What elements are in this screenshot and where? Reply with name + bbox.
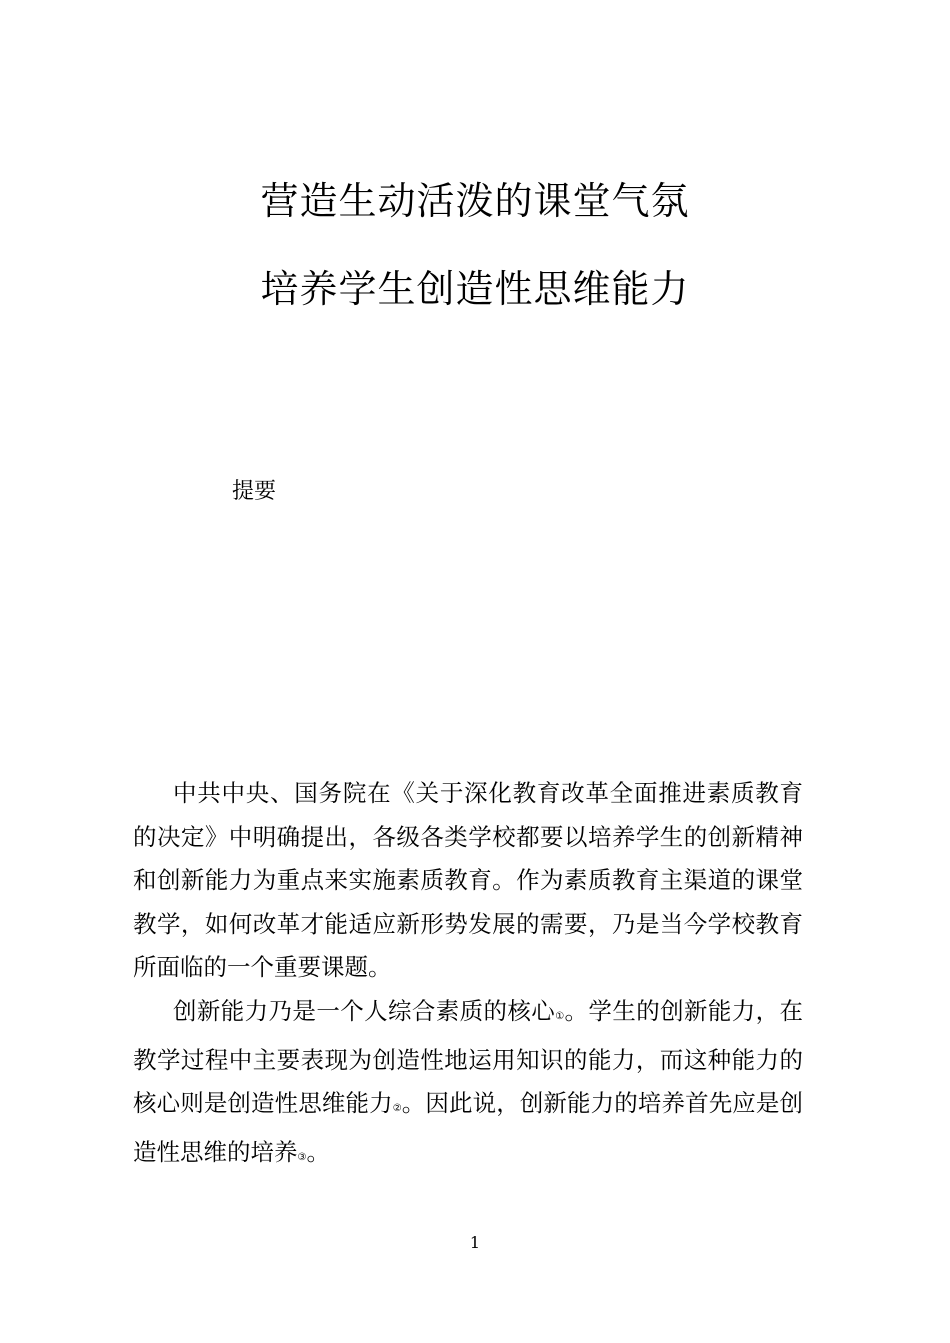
title-line-2: 培养学生创造性思维能力 [260, 267, 690, 311]
p2-text-c: 。因此说，创新能力的培养首先应是创造性思维的培养 [133, 1089, 804, 1166]
body-paragraph-2 [133, 990, 803, 1179]
footnote-ref-2[interactable]: ② [392, 1103, 402, 1115]
p2-text-d: 。 [306, 1137, 330, 1166]
p2-text-b: 。学生的创新能力，在教学过程中主要表现为创造性地运用知识的能力，而这种能力的核心则是创造性思维能力 [133, 997, 804, 1118]
body-paragraph-1: 中共中央、国务院在《关于深化教育改革全面推进素质教育的决定》中明确提出，各级各类学校都要以培养学生的创新精神和创新能力为重点来实施素质教育。作为素质教育主渠道的课堂教学，如何改革才能适应新形势发展的需要，乃是当今学校教育所面临的一个重要课题。 [133, 779, 803, 982]
page-number: 1 [469, 1233, 481, 1252]
abstract-label: 提要 [232, 479, 277, 504]
footnote-ref-1[interactable]: ① [555, 1011, 565, 1022]
title-line-1: 营造生动活泼的课堂气氛 [260, 179, 690, 223]
footnote-ref-3[interactable]: ③ [297, 1151, 307, 1163]
abstract-first-line [232, 474, 276, 505]
p2-text-a: 创新能力乃是一个人综合素质的核心 [173, 997, 556, 1025]
